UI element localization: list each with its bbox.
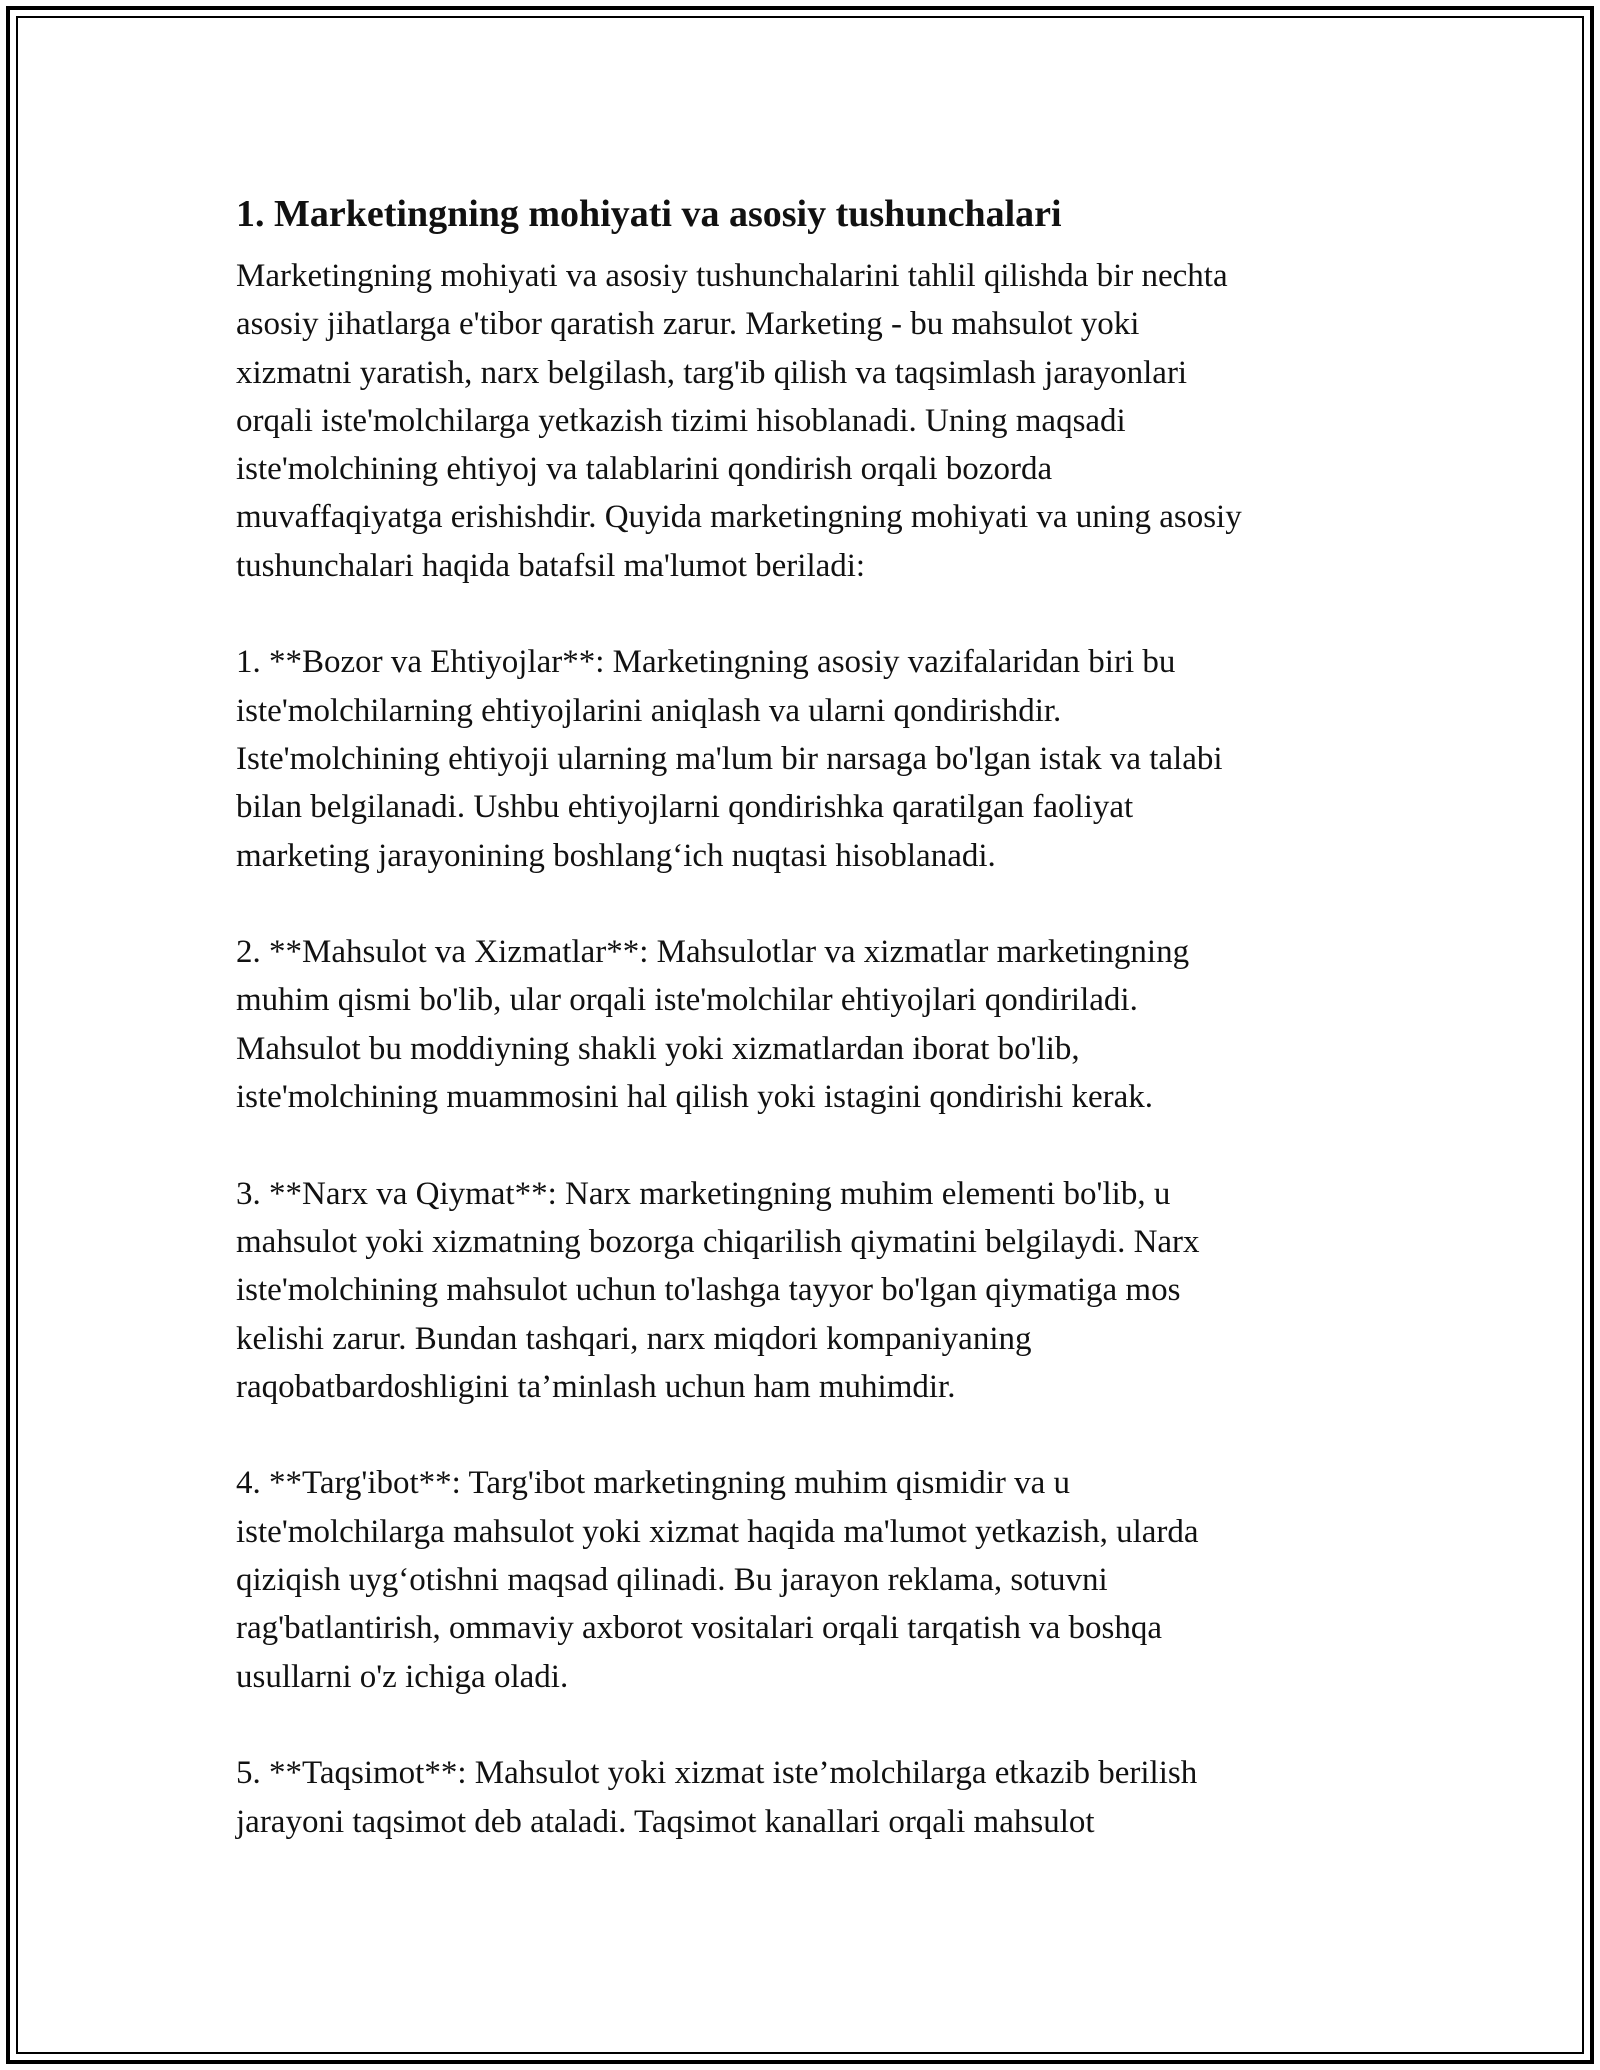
paragraph-taqsimot bbox=[236, 1749, 1376, 1846]
text-line: 1. **Bozor va Ehtiyojlar**: Marketingning asosiy vazifalaridan biri bu bbox=[236, 644, 1176, 681]
text-line: mahsulot yoki xizmatning bozorga chiqarilish qiymatini belgilaydi. Narx bbox=[236, 1223, 1200, 1260]
text-line: 3. **Narx va Qiymat**: Narx marketingning muhim elementi bo'lib, u bbox=[236, 1175, 1171, 1212]
text-line: usullarni o'z ichiga oladi. bbox=[236, 1658, 569, 1695]
document-body bbox=[236, 190, 1376, 1894]
text-line: marketing jarayonining boshlang‘ich nuqtasi hisoblanadi. bbox=[236, 837, 996, 874]
text-line: rag'batlantirish, ommaviy axborot vositalari orqali tarqatish va boshqa bbox=[236, 1610, 1163, 1647]
text-line: kelishi zarur. Bundan tashqari, narx miqdori kompaniyaning bbox=[236, 1320, 1032, 1357]
section-heading: 1. Marketingning mohiyati va asosiy tushunchalari bbox=[236, 193, 1062, 235]
paragraph-narx-qiymat bbox=[236, 1170, 1376, 1411]
text-line: jarayoni taqsimot deb ataladi. Taqsimot kanallari orqali mahsulot bbox=[236, 1803, 1095, 1840]
text-line: iste'molchining mahsulot uchun to'lashga tayyor bo'lgan qiymatiga mos bbox=[236, 1272, 1181, 1309]
text-line: muhim qismi bo'lib, ular orqali iste'molchilar ehtiyojlari qondiriladi. bbox=[236, 982, 1138, 1019]
paragraph-mahsulot-xizmatlar bbox=[236, 928, 1376, 1121]
text-line: Marketingning mohiyati va asosiy tushunchalarini tahlil qilishda bir nechta bbox=[236, 258, 1228, 294]
text-line: iste'molchining muammosini hal qilish yoki istagini qondirishi kerak. bbox=[236, 1079, 1154, 1116]
text-line: iste'molchilarning ehtiyojlarini aniqlash va ularni qondirishdir. bbox=[236, 692, 1062, 729]
text-line: muvaffaqiyatga erishishdir. Quyida marketingning mohiyati va uning asosiy bbox=[236, 499, 1242, 536]
text-line: iste'molchilarga mahsulot yoki xizmat haqida ma'lumot yetkazish, ularda bbox=[236, 1513, 1199, 1550]
text-line: Mahsulot bu moddiyning shakli yoki xizmatlardan iborat bo'lib, bbox=[236, 1030, 1080, 1067]
text-line: iste'molchining ehtiyoj va talablarini qondirish orqali bozorda bbox=[236, 451, 1053, 488]
text-line: 4. **Targ'ibot**: Targ'ibot marketingning muhim qismidir va u bbox=[236, 1465, 1071, 1502]
text-line: raqobatbardoshligini ta’minlash uchun ham muhimdir. bbox=[236, 1368, 956, 1405]
paragraph-bozor-ehtiyojlar bbox=[236, 638, 1376, 879]
text-line: 2. **Mahsulot va Xizmatlar**: Mahsulotlar va xizmatlar marketingning bbox=[236, 934, 1190, 971]
text-line: xizmatni yaratish, narx belgilash, targ'ib qilish va taqsimlash jarayonlari bbox=[236, 354, 1188, 391]
intro-paragraph bbox=[236, 252, 1376, 590]
text-line: 5. **Taqsimot**: Mahsulot yoki xizmat iste’molchilarga etkazib berilish bbox=[236, 1755, 1198, 1792]
text-line: orqali iste'molchilarga yetkazish tizimi hisoblanadi. Uning maqsadi bbox=[236, 402, 1126, 439]
text-line: Iste'molchining ehtiyoji ularning ma'lum bir narsaga bo'lgan istak va talabi bbox=[236, 740, 1223, 777]
text-line: asosiy jihatlarga e'tibor qaratish zarur. Marketing - bu mahsulot yoki bbox=[236, 306, 1140, 343]
paragraph-targibot bbox=[236, 1459, 1376, 1700]
text-line: tushunchalari haqida batafsil ma'lumot beriladi: bbox=[236, 547, 866, 584]
text-line: bilan belgilanadi. Ushbu ehtiyojlarni qondirishka qaratilgan faoliyat bbox=[236, 789, 1134, 826]
text-line: qiziqish uyg‘otishni maqsad qilinadi. Bu jarayon reklama, sotuvni bbox=[236, 1562, 1108, 1599]
